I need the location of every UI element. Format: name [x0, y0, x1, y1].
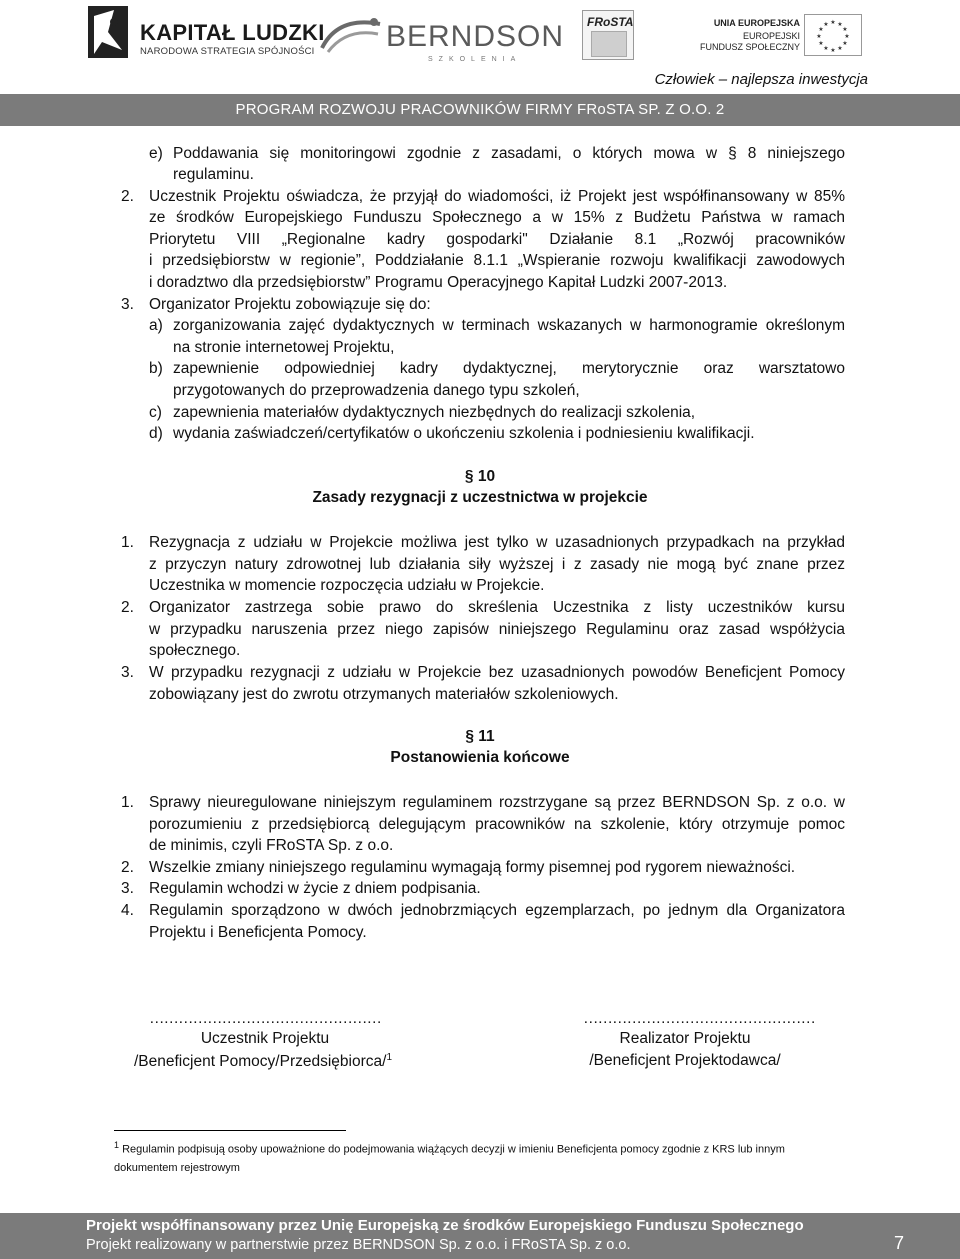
kapital-ludzki-title: KAPITAŁ LUDZKI: [140, 20, 325, 45]
item-e-label: e): [149, 145, 163, 162]
frosta-logo: [582, 10, 634, 60]
text-line: Uczestnik Projektu oświadcza, że przyjął do wiadomości, iż Projekt jest współfinansowany w 85%: [149, 188, 845, 205]
item-number: 3.: [121, 296, 134, 313]
text-line: Sprawy nieuregulowane niniejszym regulaminem rozstrzygane są przez BERNDSON Sp. z o.o. w: [149, 794, 845, 811]
svg-text:★: ★: [842, 26, 848, 33]
item-e-line-1: Poddawania się monitoringowi zgodnie z zasadami, o których mowa w § 8 niniejszego: [173, 145, 845, 162]
text-line: zorganizowania zajęć dydaktycznych w terminach wskazanych w harmonogramie określonym: [173, 317, 845, 334]
svg-text:★: ★: [818, 26, 824, 33]
text-line: z przyczyn natury zdrowotnej lub działania siły wyższej i z zasady nie mogą być znane przez: [149, 556, 845, 573]
berndson-logo: [318, 12, 565, 63]
kapital-ludzki-logo: [84, 2, 325, 64]
footer-partnership: Projekt realizowany w partnerstwie przez BERNDSON Sp. z o.o. i FRoSTA Sp. z o.o.: [86, 1237, 631, 1253]
sub-item-label: d): [149, 425, 163, 442]
text-line: Priorytetu VIII „Regionalne kadry gospodarki" Działanie 8.1 „Rozwój pracowników: [149, 231, 845, 248]
text-line: i doradztwo dla przedsiębiorstw” Programu Operacyjnego Kapitał Ludzki 2007-2013.: [149, 274, 728, 291]
page-footer: [0, 1213, 960, 1259]
item-number: 2.: [121, 188, 134, 205]
footnote-line-1: [114, 1140, 785, 1156]
text-line: Projektu i Beneficjenta Pomocy.: [149, 924, 367, 941]
program-banner: [0, 94, 960, 126]
right-signature-dots: …………………………………………: [583, 1010, 815, 1027]
item-number: 3.: [121, 880, 134, 897]
svg-text:★: ★: [837, 45, 843, 52]
svg-text:★: ★: [830, 19, 836, 26]
left-signature-dots: …………………………………………: [149, 1010, 381, 1027]
footer-cofinancing: Projekt współfinansowany przez Unię Europejską ze środków Europejskiego Funduszu Społecznego: [86, 1217, 804, 1234]
svg-text:★: ★: [816, 33, 822, 40]
section-11-number: § 11: [465, 728, 495, 745]
sub-item-label: a): [149, 317, 163, 334]
text-line: zapewnienia materiałów dydaktycznych niezbędnych do realizacji szkolenia,: [173, 404, 696, 421]
section-11-title: Postanowienia końcowe: [390, 749, 570, 766]
svg-text:★: ★: [823, 21, 829, 28]
frosta-name: FRoSTA: [587, 15, 634, 29]
sub-item-label: c): [149, 404, 162, 421]
right-signature-role: Realizator Projektu: [619, 1030, 751, 1047]
text-line: przygotowanych do przeprowadzenia danego typu szkoleń,: [173, 382, 580, 399]
kapital-ludzki-emblem-icon: [84, 2, 132, 62]
section-10-title: Zasady rezygnacji z uczestnictwa w projekcie: [312, 489, 648, 506]
text-line: wydania zaświadczeń/certyfikatów o ukończeniu szkolenia i podniesieniu kwalifikacji.: [173, 425, 755, 442]
item-number: 2.: [121, 599, 134, 616]
text-line: Rezygnacja z udziału w Projekcie możliwa jest tylko w uzasadnionych przypadkach na przykład: [149, 534, 845, 551]
program-banner-text: PROGRAM ROZWOJU PRACOWNIKÓW FIRMY FRoSTA SP. Z O.O. 2: [235, 101, 725, 118]
sub-item-label: b): [149, 360, 163, 377]
left-signature-subrole-text: /Beneficjent Pomocy/Przedsiębiorca/: [134, 1053, 387, 1071]
berndson-name: BERNDSON: [386, 20, 565, 53]
left-signature-role: Uczestnik Projektu: [200, 1030, 330, 1047]
svg-text:★: ★: [818, 40, 824, 47]
footnote-mark: 1: [114, 1140, 120, 1150]
item-number: 4.: [121, 902, 134, 919]
footnote-line-2: dokumentem rejestrowym: [114, 1162, 240, 1174]
section-10-number: § 10: [464, 468, 496, 485]
svg-text:★: ★: [842, 40, 848, 47]
text-line: porozumieniu z przedsiębiorcą delegującym pracowników na szkolenie, który otrzymuje pomoc: [149, 816, 845, 833]
text-line: de minimis, czyli FRoSTA Sp. z o.o.: [149, 837, 394, 854]
eu-flag-icon: [804, 14, 862, 56]
eu-line-1: UNIA EUROPEJSKA: [713, 18, 800, 28]
text-line: Regulamin wchodzi w życie z dniem podpisania.: [149, 880, 481, 897]
berndson-subtitle: SZKOLENIA: [428, 56, 522, 63]
text-line: Organizator Projektu zobowiązuje się do:: [149, 296, 431, 313]
tagline: Człowiek – najlepsza inwestycja: [654, 71, 868, 88]
text-line: Uczestnika w momencie rozpoczęcia udziału w Projekcie.: [149, 577, 545, 594]
text-line: ze środków Europejskiego Funduszu Społecznego a w 15% z Budżetu Państwa w ramach: [149, 209, 845, 226]
svg-text:★: ★: [823, 45, 829, 52]
eu-line-3: FUNDUSZ SPOŁECZNY: [699, 42, 800, 52]
item-e-line-2: regulaminu.: [173, 166, 254, 183]
frosta-image: [591, 31, 627, 57]
text-line: Organizator zastrzega sobie prawo do skreślenia Uczestnika z listy uczestników kursu: [149, 599, 845, 616]
item-number: 1.: [121, 534, 134, 551]
item-number: 1.: [121, 794, 134, 811]
svg-text:★: ★: [844, 33, 850, 40]
eu-logo: [699, 14, 862, 64]
text-line: W przypadku rezygnacji z udziału w Projekcie bez uzasadnionych powodów Beneficjent Pomocy: [149, 664, 845, 681]
kapital-ludzki-subtitle: NARODOWA STRATEGIA SPÓJNOŚCI: [140, 46, 315, 57]
text-line: Wszelkie zmiany niniejszego regulaminu wymagają formy pisemnej pod rygorem nieważności.: [149, 859, 796, 876]
right-signature-subrole: /Beneficjent Projektodawca/: [589, 1052, 781, 1069]
eu-line-2: EUROPEJSKI: [742, 31, 800, 41]
item-number: 3.: [121, 664, 134, 681]
left-signature-subrole: [118, 1052, 408, 1071]
text-line: zobowiązany jest do zwrotu otrzymanych materiałów szkoleniowych.: [149, 686, 619, 703]
berndson-emblem-icon: [318, 14, 384, 54]
item-number: 2.: [121, 859, 134, 876]
text-line: i przedsiębiorstw w regionie”, Poddziałanie 8.1.1 „Wspieranie rozwoju kwalifikacji zawodowych: [149, 252, 845, 269]
svg-text:★: ★: [830, 47, 836, 54]
text-line: zapewnienie odpowiedniej kadry dydaktycznej, merytorycznie oraz warsztatowo: [173, 360, 845, 377]
svg-text:★: ★: [837, 21, 843, 28]
text-line: społecznego.: [149, 642, 241, 659]
footnote-text-1: Regulamin podpisują osoby upoważnione do podejmowania wiążących decyzji w imieniu Beneficjenta pomocy zgodnie z KRS lub innym: [122, 1143, 785, 1156]
footnote-reference: 1: [386, 1052, 392, 1063]
text-line: na stronie internetowej Projektu,: [173, 339, 395, 356]
footnote-separator: [114, 1130, 346, 1131]
text-line: w przypadku naruszenia przez niego zapisów niniejszego Regulaminu oraz zasad współżycia: [149, 621, 845, 638]
page-number: 7: [894, 1233, 905, 1253]
text-line: Regulamin sporządzono w dwóch jednobrzmiących egzemplarzach, po jednym dla Organizatora: [149, 902, 845, 919]
